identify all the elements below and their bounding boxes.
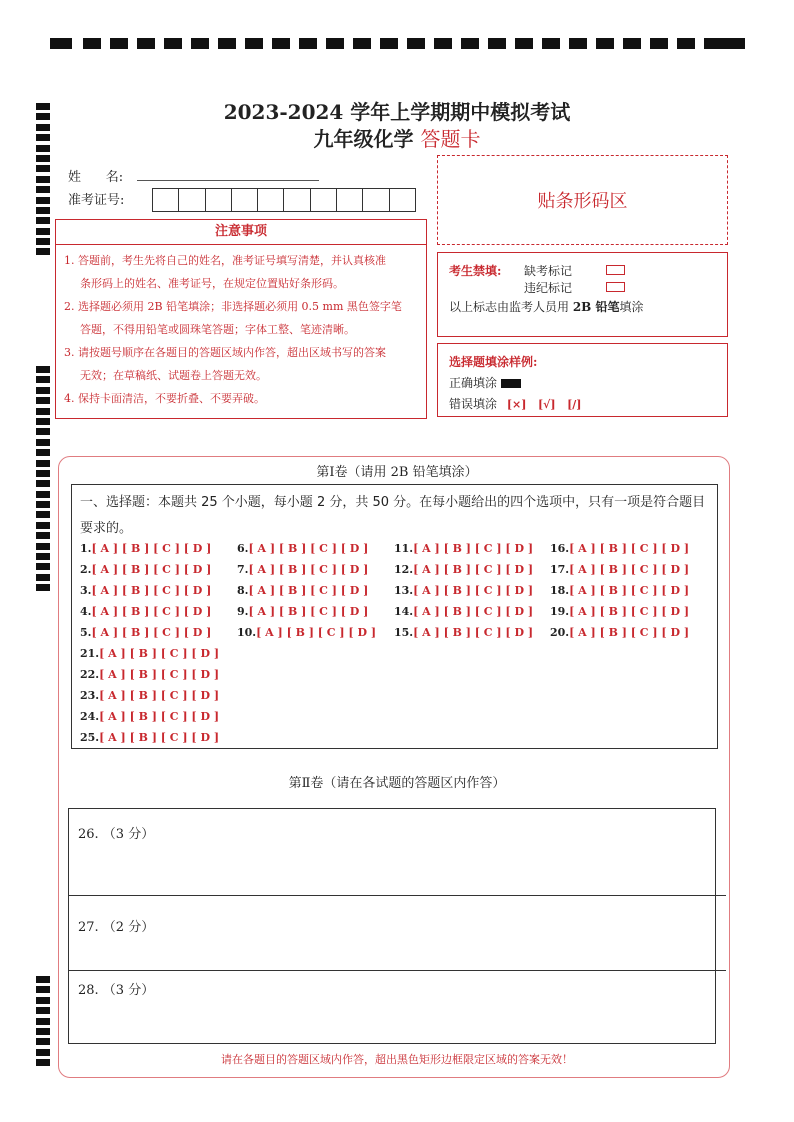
choice-bubbles[interactable]: [ A ] [ B ] [ C ] [ D ] — [413, 584, 534, 597]
choice-bubbles[interactable]: [ A ] [ B ] [ C ] [ D ] — [413, 605, 534, 618]
left-timing-marks-middle — [36, 366, 50, 595]
notice-heading: 注意事项 — [56, 220, 426, 245]
question-number: 19. — [550, 605, 570, 618]
notice-item: 3. 请按题号顺序在各题目的答题区域内作答，超出区域书写的答案 — [64, 346, 386, 359]
violation-label: 违纪标记 — [524, 281, 573, 295]
question-number: 9. — [237, 605, 249, 618]
question-number: 12. — [394, 563, 414, 576]
choice-question-15[interactable] — [394, 626, 533, 639]
choice-bubbles[interactable]: [ A ] [ B ] [ C ] [ D ] — [91, 542, 212, 555]
question-number: 3. — [80, 584, 92, 597]
absent-mark[interactable] — [606, 262, 625, 276]
correct-label: 正确填涂 — [449, 374, 521, 391]
choice-question-18[interactable] — [550, 584, 689, 597]
choice-question-7[interactable] — [237, 563, 368, 576]
choice-bubbles[interactable]: [ A ] [ B ] [ C ] [ D ] — [99, 731, 220, 744]
choice-question-19[interactable] — [550, 605, 689, 618]
question-28-label: 28. （3 分） — [78, 983, 155, 998]
question-number: 7. — [237, 563, 249, 576]
choice-bubbles[interactable]: [ A ] [ B ] [ C ] [ D ] — [413, 542, 534, 555]
divider — [68, 970, 726, 971]
choice-bubbles[interactable]: [ A ] [ B ] [ C ] [ D ] — [99, 668, 220, 681]
absent-label: 缺考标记 — [524, 264, 573, 278]
question-number: 15. — [394, 626, 414, 639]
choice-question-10[interactable] — [237, 626, 376, 639]
id-label: 准考证号: — [68, 193, 125, 208]
question-number: 1. — [80, 542, 92, 555]
choice-question-21[interactable] — [80, 647, 219, 660]
question-number: 2. — [80, 563, 92, 576]
notice-item: 答题，不得用铅笔或圆珠笔答题；字体工整、笔迹清晰。 — [80, 323, 355, 336]
choice-bubbles[interactable]: [ A ] [ B ] [ C ] [ D ] — [91, 605, 212, 618]
question-number: 14. — [394, 605, 414, 618]
question-number: 23. — [80, 689, 100, 702]
divider — [68, 895, 726, 896]
question-number: 18. — [550, 584, 570, 597]
section2-title: 第Ⅱ卷（请在各试题的答题区内作答） — [288, 776, 506, 791]
fill-example-box — [437, 343, 728, 417]
choice-bubbles[interactable]: [ A ] [ B ] [ C ] [ D ] — [99, 689, 220, 702]
choice-bubbles[interactable]: [ A ] [ B ] [ C ] [ D ] — [413, 563, 534, 576]
choice-bubbles[interactable]: [ A ] [ B ] [ C ] [ D ] — [256, 626, 377, 639]
choice-question-8[interactable] — [237, 584, 368, 597]
choice-question-12[interactable] — [394, 563, 533, 576]
question-number: 11. — [394, 542, 414, 555]
barcode-area: 贴条形码区 — [437, 155, 728, 245]
choice-question-13[interactable] — [394, 584, 533, 597]
choice-bubbles[interactable]: [ A ] [ B ] [ C ] [ D ] — [569, 542, 690, 555]
notice-item: 2. 选择题必须用 2B 铅笔填涂；非选择题必须用 0.5 mm 黑色签字笔 — [64, 300, 402, 313]
footer-warning: 请在各题目的答题区域内作答，超出黑色矩形边框限定区域的答案无效！ — [221, 1053, 573, 1066]
choice-bubbles[interactable]: [ A ] [ B ] [ C ] [ D ] — [248, 563, 369, 576]
choice-question-6[interactable] — [237, 542, 368, 555]
forbid-note: 以上标志由监考人员用 2B 铅笔填涂 — [449, 300, 644, 314]
question-number: 16. — [550, 542, 570, 555]
choice-bubbles[interactable]: [ A ] [ B ] [ C ] [ D ] — [569, 563, 690, 576]
choice-question-1[interactable] — [80, 542, 211, 555]
choice-question-9[interactable] — [237, 605, 368, 618]
question-number: 6. — [237, 542, 249, 555]
exam-title: 2023-2024 学年上学期期中模拟考试 — [223, 100, 571, 124]
choice-question-16[interactable] — [550, 542, 689, 555]
choice-question-23[interactable] — [80, 689, 219, 702]
question-number: 25. — [80, 731, 100, 744]
notice-item: 条形码上的姓名、准考证号，在规定位置贴好条形码。 — [80, 277, 344, 290]
question-number: 5. — [80, 626, 92, 639]
choice-question-11[interactable] — [394, 542, 533, 555]
choice-bubbles[interactable]: [ A ] [ B ] [ C ] [ D ] — [569, 605, 690, 618]
name-field[interactable] — [137, 180, 319, 181]
choice-intro: 一、选择题：本题共 25 个小题，每小题 2 分，共 50 分。在每小题给出的四个选项中，只有一项是符合题目要求的。 — [80, 495, 706, 536]
question-number: 21. — [80, 647, 100, 660]
choice-question-24[interactable] — [80, 710, 219, 723]
question-number: 24. — [80, 710, 100, 723]
correct-fill-icon — [501, 379, 521, 388]
choice-question-25[interactable] — [80, 731, 219, 744]
choice-bubbles[interactable]: [ A ] [ B ] [ C ] [ D ] — [569, 626, 690, 639]
choice-bubbles[interactable]: [ A ] [ B ] [ C ] [ D ] — [248, 584, 369, 597]
choice-question-17[interactable] — [550, 563, 689, 576]
violation-mark[interactable] — [606, 279, 625, 293]
question-26-label: 26. （3 分） — [78, 827, 155, 842]
question-number: 13. — [394, 584, 414, 597]
choice-bubbles[interactable]: [ A ] [ B ] [ C ] [ D ] — [413, 626, 534, 639]
choice-question-14[interactable] — [394, 605, 533, 618]
choice-question-2[interactable] — [80, 563, 211, 576]
choice-question-5[interactable] — [80, 626, 211, 639]
choice-bubbles[interactable]: [ A ] [ B ] [ C ] [ D ] — [248, 605, 369, 618]
choice-question-4[interactable] — [80, 605, 211, 618]
forbid-label: 考生禁填: — [449, 264, 502, 278]
choice-bubbles[interactable]: [ A ] [ B ] [ C ] [ D ] — [569, 584, 690, 597]
choice-bubbles[interactable]: [ A ] [ B ] [ C ] [ D ] — [91, 626, 212, 639]
choice-bubbles[interactable]: [ A ] [ B ] [ C ] [ D ] — [91, 563, 212, 576]
choice-bubbles[interactable]: [ A ] [ B ] [ C ] [ D ] — [99, 710, 220, 723]
notice-box — [55, 219, 427, 419]
choice-question-20[interactable] — [550, 626, 689, 639]
exam-id-boxes[interactable] — [152, 188, 416, 212]
section1-title: 第Ⅰ卷（请用 2B 铅笔填涂） — [316, 465, 478, 480]
notice-item: 无效；在草稿纸、试题卷上答题无效。 — [80, 369, 267, 382]
question-number: 22. — [80, 668, 100, 681]
choice-bubbles[interactable]: [ A ] [ B ] [ C ] [ D ] — [91, 584, 212, 597]
top-timing-marks — [50, 38, 745, 50]
question-number: 17. — [550, 563, 570, 576]
notice-item: 1. 答题前，考生先将自己的姓名，准考证号填写清楚，并认真核准 — [64, 254, 386, 267]
written-answer-box[interactable] — [68, 808, 716, 1044]
invigilator-box — [437, 252, 728, 337]
notice-item: 4. 保持卡面清洁，不要折叠、不要弄破。 — [64, 392, 265, 405]
choice-question-22[interactable] — [80, 668, 219, 681]
choice-bubbles[interactable]: [ A ] [ B ] [ C ] [ D ] — [248, 542, 369, 555]
question-number: 4. — [80, 605, 92, 618]
question-number: 8. — [237, 584, 249, 597]
choice-bubbles[interactable]: [ A ] [ B ] [ C ] [ D ] — [99, 647, 220, 660]
question-number: 10. — [237, 626, 257, 639]
choice-question-3[interactable] — [80, 584, 211, 597]
question-number: 20. — [550, 626, 570, 639]
wrong-label: 错误填涂 [×] [√] [/] — [449, 397, 582, 411]
question-27-label: 27. （2 分） — [78, 920, 155, 935]
example-heading: 选择题填涂样例: — [449, 355, 538, 369]
card-title: 九年级化学 答题卡 — [313, 127, 481, 151]
name-label: 姓 名: — [68, 170, 124, 185]
